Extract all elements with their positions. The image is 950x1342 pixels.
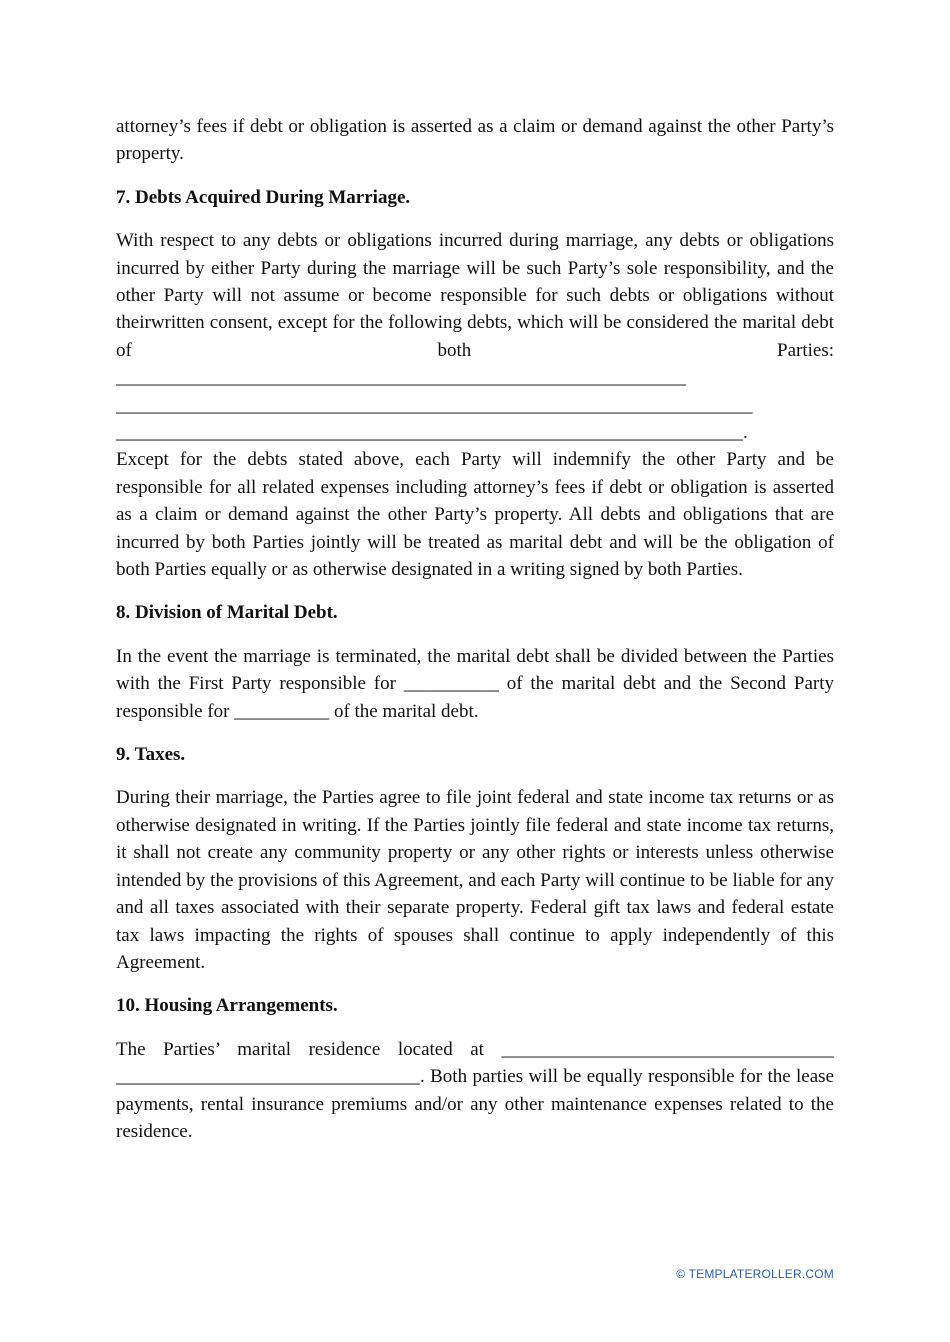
document-page <box>116 113 834 1145</box>
blank-line-3[interactable]: __________________________________________________________________. <box>116 422 748 444</box>
section-9-paragraph: During their marriage, the Parties agree to file joint federal and state income tax returns or as otherwise designated in writing. If the Parties jointly file federal and state income tax returns, it shall not create any community property or any other rights or interests unless otherwise intended by the provisions of this Agreement, and each Party will continue to be liable for any and all taxes associated with their separate property. Federal gift tax laws and federal estate tax laws impacting the rights of spouses shall continue to apply independently of this Agreement. <box>116 787 834 973</box>
section-7-blank-lines <box>116 364 834 446</box>
section-7-paragraph-1: With respect to any debts or obligations incurred during marriage, any debts or obligations incurred by either Party during the marriage will be such Party’s sole responsibility, and the other Party will not assume or become responsible for such debts or obligations without theirwritten consent, except for the following debts, which will be considered the marital debt of both Parties: <box>116 230 834 361</box>
section-8-heading: 8. Division of Marital Debt. <box>116 602 338 624</box>
section-9-heading: 9. Taxes. <box>116 744 186 766</box>
blank-line-1[interactable]: ____________________________________________________________ <box>116 367 686 389</box>
section-8-paragraph: In the event the marriage is terminated, the marital debt shall be divided between the Parties with the First Party responsible for __________ of the marital debt and the Second Party responsible for __________ of the marital debt. <box>116 645 834 722</box>
section-10-paragraph: The Parties’ marital residence located at ___________________________________ ________________________________. Both parties will be equally responsible for the lease payments, rental insurance premiums and/or any other maintenance expenses related to the residence. <box>116 1038 834 1142</box>
blank-line-2[interactable]: ___________________________________________________________________ <box>116 394 753 416</box>
section-7-heading: 7. Debts Acquired During Marriage. <box>116 186 411 208</box>
intro-paragraph: attorney’s fees if debt or obligation is asserted as a claim or demand against the other Party’s property. <box>116 116 834 165</box>
section-10-heading: 10. Housing Arrangements. <box>116 995 338 1017</box>
footer-copyright-link[interactable]: © TEMPLATEROLLER.COM <box>676 1267 834 1281</box>
section-7-paragraph-2: Except for the debts stated above, each Party will indemnify the other Party and be responsible for all related expenses including attorney’s fees if debt or obligation is asserted as a claim or demand against the other Party’s property. All debts and obligations that are incurred by both Parties jointly will be treated as marital debt and will be the obligation of both Parties equally or as otherwise designated in a writing signed by both Parties. <box>116 449 834 581</box>
